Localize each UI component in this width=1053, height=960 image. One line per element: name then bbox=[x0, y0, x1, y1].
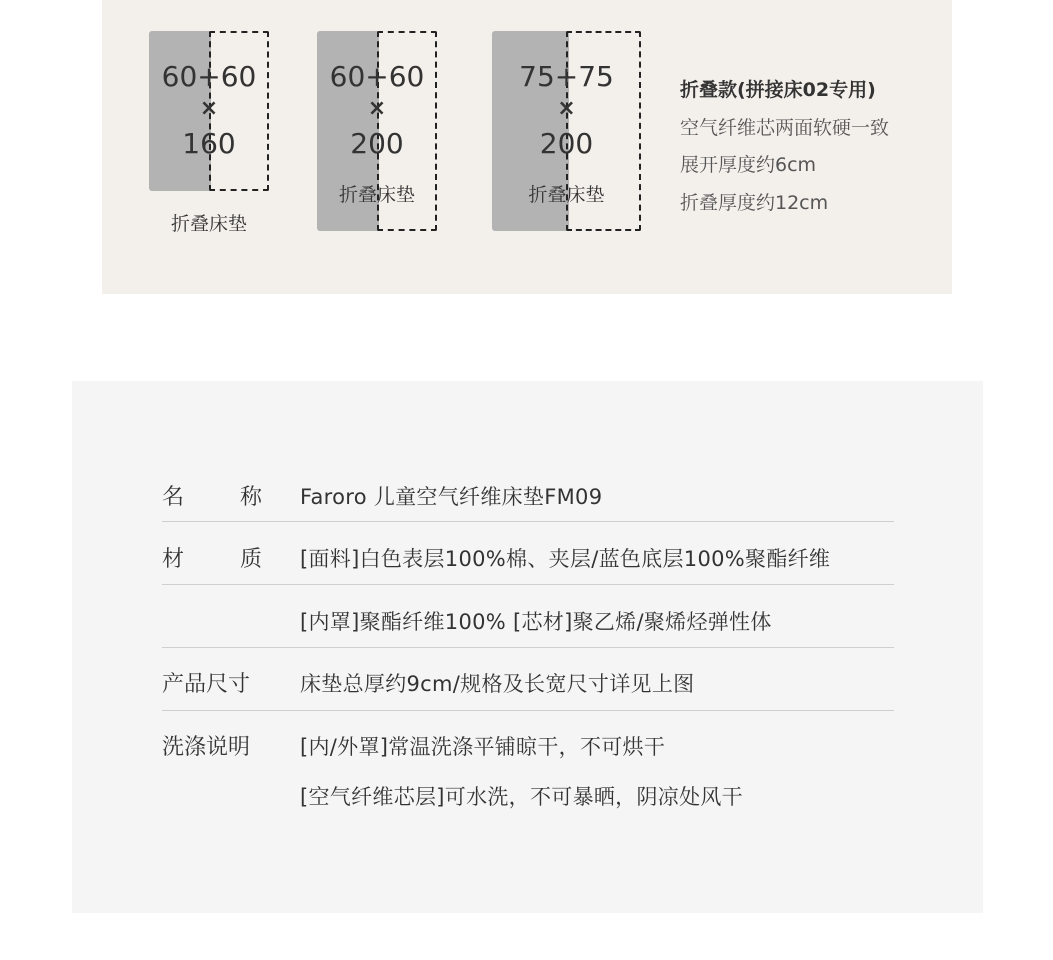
spec-label bbox=[162, 480, 262, 511]
times-sign: × bbox=[367, 96, 387, 121]
spec-row-name bbox=[162, 480, 894, 522]
mattress-length: 160 bbox=[182, 127, 236, 160]
mattress-label: 折叠床垫 bbox=[338, 184, 415, 206]
fold-info-line: 展开厚度约6cm bbox=[680, 154, 817, 176]
spec-value: [面料]白色表层100%棉、夹层/蓝色底层100%聚酯纤维 bbox=[300, 547, 831, 571]
fold-info-line: 折叠厚度约12cm bbox=[680, 191, 829, 214]
times-sign: × bbox=[199, 96, 219, 121]
spec-row-material-2 bbox=[162, 605, 894, 648]
mattress-width: 60+60 bbox=[161, 60, 257, 93]
mattress-diagram-1 bbox=[149, 31, 269, 191]
spec-label-char: 称 bbox=[239, 485, 262, 510]
spec-label: 产品尺寸 bbox=[162, 672, 251, 697]
mattress-length: 200 bbox=[539, 127, 594, 160]
fold-info-title: 折叠款(拼接床02专用) bbox=[680, 79, 876, 101]
spec-label: 洗涤说明 bbox=[162, 735, 251, 760]
spec-value: [内罩]聚酯纤维100% [芯材]聚乙烯/聚烯烃弹性体 bbox=[300, 610, 772, 634]
spec-value: Faroro 儿童空气纤维床垫FM09 bbox=[300, 485, 603, 509]
mattress-label: 折叠床垫 bbox=[528, 184, 605, 206]
mattress-length: 200 bbox=[350, 127, 404, 160]
fold-info-line: 空气纤维芯两面软硬一致 bbox=[680, 116, 890, 139]
mattress-diagram-2 bbox=[317, 31, 437, 231]
spec-value: [空气纤维芯层]可水洗，不可暴晒，阴凉处风干 bbox=[300, 785, 743, 809]
mattress-width: 60+60 bbox=[329, 60, 425, 93]
mattress-label: 折叠床垫 bbox=[170, 213, 247, 235]
spec-label bbox=[162, 542, 262, 573]
spec-value: 床垫总厚约9cm/规格及长宽尺寸详见上图 bbox=[300, 672, 695, 696]
spec-value: [内/外罩]常温洗涤平铺晾干，不可烘干 bbox=[300, 735, 666, 759]
spec-row-size bbox=[162, 667, 894, 711]
mattress-diagram-3 bbox=[492, 31, 641, 231]
spec-label-char: 质 bbox=[239, 547, 262, 572]
spec-row-wash bbox=[162, 730, 894, 820]
spec-row-material-1 bbox=[162, 542, 894, 585]
spec-label-char: 名 bbox=[162, 485, 185, 510]
times-sign: × bbox=[557, 96, 576, 121]
spec-label-char: 材 bbox=[162, 547, 185, 572]
fold-info bbox=[680, 72, 889, 222]
mattress-width: 75+75 bbox=[519, 60, 614, 93]
